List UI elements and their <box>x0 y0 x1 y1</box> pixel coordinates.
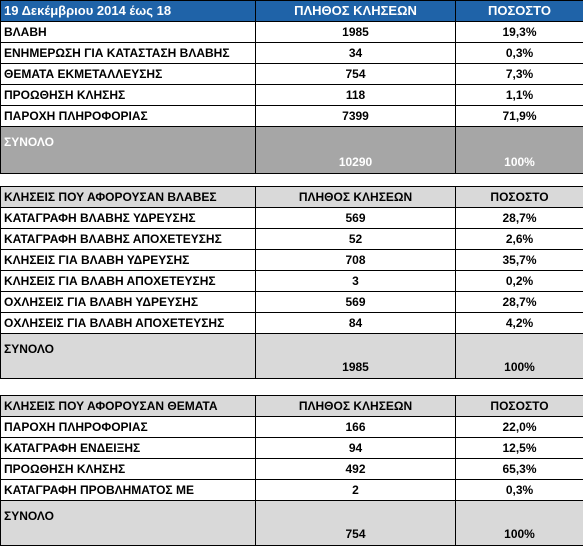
table-row <box>1 417 583 438</box>
row-count: 166 <box>256 417 456 438</box>
row-label: ΠΡΟΩΘΗΣΗ ΚΛΗΣΗΣ <box>1 459 256 480</box>
row-label: ΚΑΤΑΓΡΑΦΗ ΠΡΟΒΛΗΜΑΤΟΣ ΜΕ <box>1 480 256 501</box>
total-count: 10290 <box>256 127 456 174</box>
row-label: ΟΧΛΗΣΕΙΣ ΓΙΑ ΒΛΑΒΗ ΥΔΡΕΥΣΗΣ <box>1 292 256 313</box>
row-percent: 28,7% <box>456 292 583 313</box>
row-percent: 22,0% <box>456 417 583 438</box>
row-label: ΚΑΤΑΓΡΑΦΗ ΒΛΑΒΗΣ ΑΠΟΧΕΤΕΥΣΗΣ <box>1 229 256 250</box>
row-count: 52 <box>256 229 456 250</box>
row-label: ΚΛΗΣΕΙΣ ΓΙΑ ΒΛΑΒΗ ΑΠΟΧΕΤΕΥΣΗΣ <box>1 271 256 292</box>
row-percent: 1,1% <box>456 85 583 106</box>
row-percent: 0,2% <box>456 271 583 292</box>
summary-total-row <box>1 127 583 174</box>
column-header-percent: ΠΟΣΟΣΤΟ <box>456 396 583 417</box>
table-row <box>1 438 583 459</box>
row-count: 569 <box>256 208 456 229</box>
total-count: 754 <box>256 501 456 546</box>
total-percent: 100% <box>456 334 583 379</box>
table-row <box>1 22 583 43</box>
table-row <box>1 271 583 292</box>
summary-header-row <box>1 1 583 22</box>
row-count: 1985 <box>256 22 456 43</box>
faults-header-row <box>1 187 583 208</box>
report-title: 19 Δεκέμβριου 2014 έως 18 <box>1 1 256 22</box>
row-label: ΘΕΜΑΤΑ ΕΚΜΕΤΑΛΛΕΥΣΗΣ <box>1 64 256 85</box>
row-label: ΚΛΗΣΕΙΣ ΓΙΑ ΒΛΑΒΗ ΥΔΡΕΥΣΗΣ <box>1 250 256 271</box>
table-row <box>1 459 583 480</box>
row-label: ΚΑΤΑΓΡΑΦΗ ΒΛΑΒΗΣ ΥΔΡΕΥΣΗΣ <box>1 208 256 229</box>
table-row <box>1 229 583 250</box>
row-label: ΠΡΟΩΘΗΣΗ ΚΛΗΣΗΣ <box>1 85 256 106</box>
table-row <box>1 85 583 106</box>
row-label: ΟΧΛΗΣΕΙΣ ΓΙΑ ΒΛΑΒΗ ΑΠΟΧΕΤΕΥΣΗΣ <box>1 313 256 334</box>
row-label: ΠΑΡΟΧΗ ΠΛΗΡΟΦΟΡΙΑΣ <box>1 106 256 127</box>
row-label: ΒΛΑΒΗ <box>1 22 256 43</box>
table-row <box>1 43 583 64</box>
row-percent: 12,5% <box>456 438 583 459</box>
topics-table <box>0 395 583 546</box>
topics-title: ΚΛΗΣΕΙΣ ΠΟΥ ΑΦΟΡΟΥΣΑΝ ΘΕΜΑΤΑ <box>1 396 256 417</box>
total-label: ΣΥΝΟΛΟ <box>1 127 256 174</box>
total-label: ΣΥΝΟΛΟ <box>1 334 256 379</box>
row-percent: 65,3% <box>456 459 583 480</box>
faults-table <box>0 186 583 379</box>
row-count: 7399 <box>256 106 456 127</box>
row-percent: 7,3% <box>456 64 583 85</box>
row-percent: 35,7% <box>456 250 583 271</box>
table-row <box>1 106 583 127</box>
total-count: 1985 <box>256 334 456 379</box>
column-header-count: ΠΛΗΘΟΣ ΚΛΗΣΕΩΝ <box>256 187 456 208</box>
row-count: 708 <box>256 250 456 271</box>
row-count: 754 <box>256 64 456 85</box>
topics-header-row <box>1 396 583 417</box>
row-count: 2 <box>256 480 456 501</box>
column-header-count: ΠΛΗΘΟΣ ΚΛΗΣΕΩΝ <box>256 396 456 417</box>
row-count: 94 <box>256 438 456 459</box>
table-row <box>1 480 583 501</box>
column-header-percent: ΠΟΣΟΣΤΟ <box>456 187 583 208</box>
faults-total-row <box>1 334 583 379</box>
row-percent: 2,6% <box>456 229 583 250</box>
row-count: 118 <box>256 85 456 106</box>
row-count: 3 <box>256 271 456 292</box>
row-percent: 4,2% <box>456 313 583 334</box>
row-label: ΕΝΗΜΕΡΩΣΗ ΓΙΑ ΚΑΤΑΣΤΑΣΗ ΒΛΑΒΗΣ <box>1 43 256 64</box>
topics-total-row <box>1 501 583 546</box>
row-count: 84 <box>256 313 456 334</box>
column-header-percent: ΠΟΣΟΣΤΟ <box>456 1 583 22</box>
total-percent: 100% <box>456 127 583 174</box>
table-row <box>1 313 583 334</box>
row-percent: 19,3% <box>456 22 583 43</box>
row-count: 492 <box>256 459 456 480</box>
table-row <box>1 208 583 229</box>
row-label: ΠΑΡΟΧΗ ΠΛΗΡΟΦΟΡΙΑΣ <box>1 417 256 438</box>
table-row <box>1 292 583 313</box>
row-count: 569 <box>256 292 456 313</box>
table-row <box>1 250 583 271</box>
total-label: ΣΥΝΟΛΟ <box>1 501 256 546</box>
row-percent: 0,3% <box>456 480 583 501</box>
summary-table <box>0 0 583 174</box>
total-percent: 100% <box>456 501 583 546</box>
row-percent: 0,3% <box>456 43 583 64</box>
column-header-count: ΠΛΗΘΟΣ ΚΛΗΣΕΩΝ <box>256 1 456 22</box>
table-row <box>1 64 583 85</box>
faults-title: ΚΛΗΣΕΙΣ ΠΟΥ ΑΦΟΡΟΥΣΑΝ ΒΛΑΒΕΣ <box>1 187 256 208</box>
row-label: ΚΑΤΑΓΡΑΦΗ ΕΝΔΕΙΞΗΣ <box>1 438 256 459</box>
row-percent: 28,7% <box>456 208 583 229</box>
row-count: 34 <box>256 43 456 64</box>
row-percent: 71,9% <box>456 106 583 127</box>
